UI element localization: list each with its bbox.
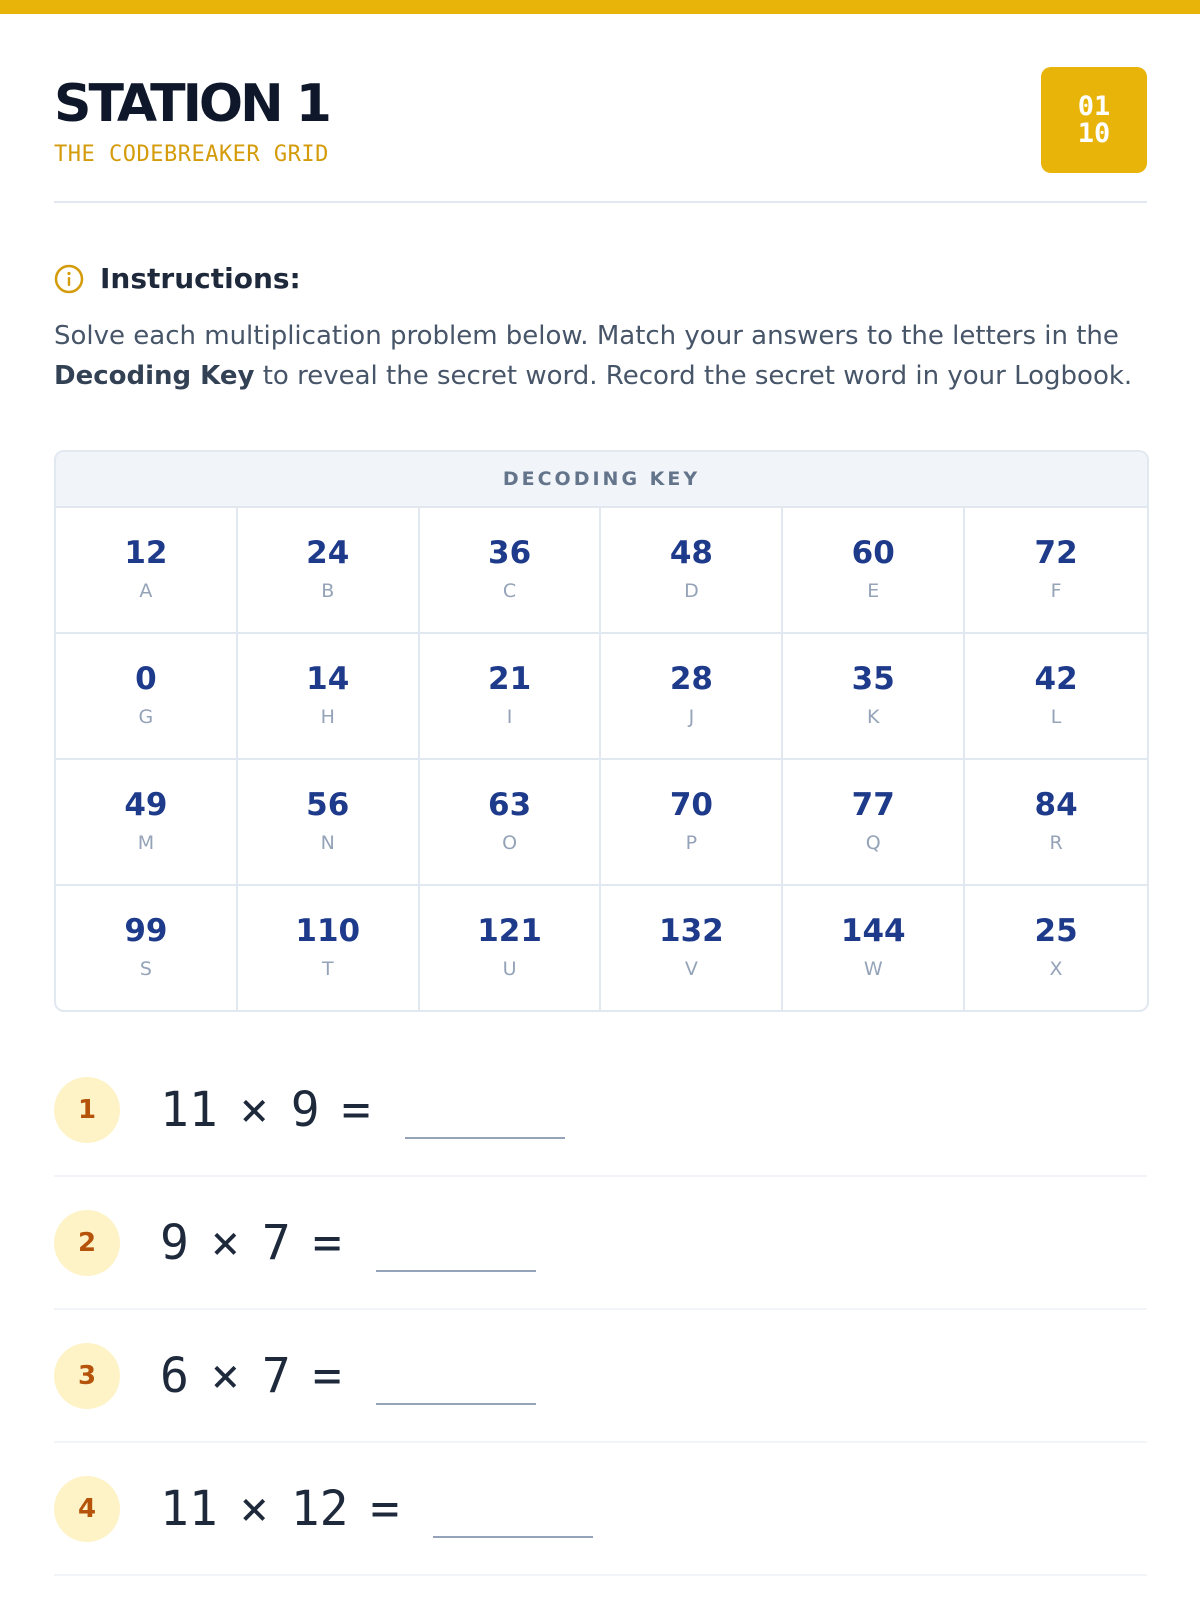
badge-line-1: 01 [1077, 91, 1111, 122]
equation [160, 1481, 593, 1537]
equation-operator: × [210, 1214, 240, 1271]
station-page [54, 14, 1147, 1537]
problem-row [54, 1044, 1147, 1177]
key-cell [783, 760, 965, 886]
key-cell [783, 508, 965, 634]
key-number: 110 [295, 913, 361, 949]
equation-equals-sign: = [312, 1214, 342, 1271]
instructions-text-after: to reveal the secret word. Record the secret word in your Logbook. [254, 361, 1133, 391]
key-number: 72 [1034, 535, 1078, 571]
key-number: 36 [488, 535, 532, 571]
equation [160, 1348, 536, 1404]
key-letter: W [863, 958, 883, 980]
equation-first-operand: 6 [160, 1347, 189, 1404]
key-letter: C [502, 580, 517, 602]
key-letter: E [867, 580, 880, 602]
page-subtitle: THE CODEBREAKER GRID [54, 142, 329, 167]
key-letter: F [1050, 580, 1062, 602]
equation-operator: × [210, 1347, 240, 1404]
info-circle-icon [54, 264, 84, 294]
key-cell [965, 760, 1147, 886]
key-letter: V [684, 958, 698, 980]
key-cell [965, 508, 1147, 634]
key-letter: G [138, 706, 154, 728]
equation-second-operand: 12 [290, 1480, 349, 1537]
decoding-key-grid [56, 508, 1147, 1010]
equation-equals-sign: = [370, 1480, 400, 1537]
key-letter: S [139, 958, 152, 980]
key-cell [420, 886, 602, 1010]
key-cell [420, 508, 602, 634]
key-letter: O [502, 832, 518, 854]
key-number: 14 [306, 661, 350, 697]
key-letter: I [506, 706, 513, 728]
key-cell [965, 886, 1147, 1010]
badge-line-2: 10 [1077, 118, 1111, 149]
key-cell [601, 760, 783, 886]
key-cell [783, 886, 965, 1010]
problem-number-badge: 4 [54, 1476, 120, 1542]
equation-equals-sign: = [341, 1081, 371, 1138]
instructions-text-before: Solve each multiplication problem below. Match your answers to the letters in the [54, 321, 1119, 351]
key-cell [601, 634, 783, 760]
equation-operator: × [239, 1480, 269, 1537]
key-number: 77 [851, 787, 895, 823]
key-letter: Q [865, 832, 881, 854]
key-letter: U [502, 958, 517, 980]
problem-number-badge: 1 [54, 1077, 120, 1143]
key-cell [601, 886, 783, 1010]
equation-equals-sign: = [312, 1347, 342, 1404]
key-number: 48 [669, 535, 713, 571]
key-letter: H [320, 706, 335, 728]
top-accent-bar [0, 0, 1200, 14]
key-cell [56, 886, 238, 1010]
page-title: STATION 1 [54, 74, 329, 134]
problem-list [54, 1044, 1147, 1576]
key-number: 49 [124, 787, 168, 823]
header-divider [54, 201, 1147, 203]
equation [160, 1215, 536, 1271]
equation-first-operand: 9 [160, 1214, 189, 1271]
problem-row [54, 1443, 1147, 1576]
key-number: 25 [1034, 913, 1078, 949]
key-cell [56, 634, 238, 760]
key-number: 24 [306, 535, 350, 571]
station-header [54, 14, 1147, 202]
key-number: 0 [135, 661, 157, 697]
key-cell [238, 508, 420, 634]
key-letter: A [139, 580, 153, 602]
key-number: 84 [1034, 787, 1078, 823]
key-number: 63 [488, 787, 532, 823]
key-number: 132 [659, 913, 724, 949]
answer-blank[interactable] [376, 1403, 536, 1405]
equation-first-operand: 11 [160, 1081, 218, 1138]
key-letter: N [320, 832, 335, 854]
key-letter: J [688, 706, 695, 728]
answer-blank[interactable] [405, 1137, 565, 1139]
key-number: 21 [488, 661, 532, 697]
key-cell [601, 508, 783, 634]
problem-row [54, 1310, 1147, 1443]
key-letter: M [137, 832, 155, 854]
key-number: 35 [851, 661, 895, 697]
instructions-text-bold: Decoding Key [54, 361, 255, 391]
key-cell [56, 760, 238, 886]
answer-blank[interactable] [433, 1536, 593, 1538]
key-number: 12 [124, 535, 168, 571]
answer-blank[interactable] [376, 1270, 536, 1272]
key-cell [56, 508, 238, 634]
key-letter: R [1049, 832, 1063, 854]
binary-badge [1041, 67, 1147, 173]
equation-second-operand: 9 [290, 1081, 320, 1138]
key-number: 42 [1034, 661, 1078, 697]
equation-second-operand: 7 [261, 1347, 291, 1404]
key-cell [238, 760, 420, 886]
instructions-text [54, 316, 1147, 396]
key-number: 144 [840, 913, 906, 949]
key-letter: B [321, 580, 335, 602]
equation-second-operand: 7 [261, 1214, 291, 1271]
key-cell [238, 634, 420, 760]
decoding-key-heading: DECODING KEY [56, 452, 1147, 508]
problem-number-badge: 2 [54, 1210, 120, 1276]
equation [160, 1082, 565, 1138]
key-letter: K [867, 706, 880, 728]
equation-operator: × [239, 1081, 269, 1138]
decoding-key-table [54, 450, 1149, 1012]
key-number: 70 [669, 787, 713, 823]
key-number: 28 [669, 661, 713, 697]
key-cell [420, 760, 602, 886]
key-letter: T [321, 958, 334, 980]
key-letter: X [1049, 958, 1063, 980]
instructions-label: Instructions: [100, 262, 301, 295]
key-cell [783, 634, 965, 760]
key-cell [238, 886, 420, 1010]
key-cell [420, 634, 602, 760]
key-cell [965, 634, 1147, 760]
instructions-heading [54, 262, 301, 295]
equation-first-operand: 11 [160, 1480, 218, 1537]
problem-row [54, 1177, 1147, 1310]
key-letter: P [685, 832, 698, 854]
key-number: 99 [124, 913, 168, 949]
key-number: 56 [306, 787, 350, 823]
key-letter: D [684, 580, 699, 602]
key-number: 121 [477, 913, 542, 949]
key-number: 60 [851, 535, 895, 571]
problem-number-badge: 3 [54, 1343, 120, 1409]
key-letter: L [1050, 706, 1062, 728]
